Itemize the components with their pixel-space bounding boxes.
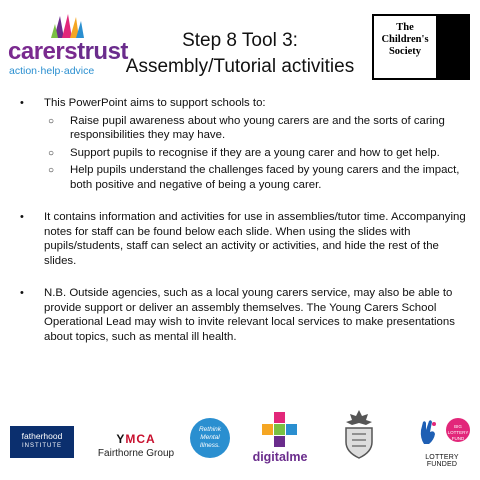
rethink-mental-illness-logo [190, 418, 230, 458]
rethink-line2: Mental [200, 434, 220, 441]
lottery-funded-logo [410, 416, 474, 468]
digitalme-logo [250, 412, 310, 464]
fatherhood-line1: fatherhood [21, 431, 63, 441]
childrens-society-logo [372, 14, 470, 80]
badge-line2: LOTTERY [447, 430, 469, 435]
slide-title [120, 28, 360, 80]
crest-icon [338, 408, 380, 460]
rethink-line3: Illness. [199, 442, 221, 449]
carers-trust-mark-icon [50, 12, 86, 40]
digitalme-tiles-icon [260, 412, 300, 448]
bullet-item [14, 210, 470, 268]
fatherhood-line2: INSTITUTE [22, 443, 62, 449]
wordmark-part1: carers [8, 38, 78, 65]
title-line1: Step 8 Tool 3: [182, 30, 298, 51]
bullet-text: N.B. Outside agencies, such as a local young carers service, may also be able to provide support or deliver an assembly themselves. The Young Carers School Operational Lead may wish to invite relevant local services to make presentations about topics, such as mental ill health. [44, 287, 455, 343]
cs-line3: Society [388, 46, 422, 57]
wordmark-part2: trust [77, 38, 128, 65]
big-lottery-fund-badge [446, 418, 470, 442]
bullet-dot-icon: • [20, 287, 24, 299]
carers-trust-wordmark [8, 38, 128, 66]
rethink-line1: Rethink [198, 426, 222, 433]
sub-bullet-circle-icon: ○ [48, 147, 55, 159]
bullet-dot-icon: • [20, 211, 24, 223]
lottery-funded-label: LOTTERY FUNDED [425, 454, 459, 468]
ymca-wordmark: YMCA [116, 432, 156, 446]
carers-trust-logo [8, 12, 128, 82]
sub-bullet-circle-icon: ○ [48, 115, 55, 127]
bullet-text: This PowerPoint aims to support schools to: [44, 97, 266, 109]
digitalme-wordmark: digitalme [252, 450, 308, 464]
badge-line1: BIG [454, 424, 462, 429]
sub-bullet-text: Raise pupil awareness about who young carers are and the sorts of caring responsibilities they may have. [70, 114, 445, 141]
ymca-logo [90, 432, 182, 459]
ymca-group: Fairthorne Group [97, 448, 175, 459]
sub-bullet-item [14, 146, 470, 161]
title-line2: Assembly/Tutorial activities [125, 56, 355, 77]
fatherhood-institute-logo [10, 426, 74, 458]
carers-trust-tagline: action·help·advice [9, 65, 95, 77]
bullet-item [14, 96, 470, 111]
sub-bullet-circle-icon: ○ [48, 165, 55, 176]
badge-line3: FUND [451, 436, 465, 441]
bullet-text: It contains information and activities for use in assemblies/tutor time. Accompanying notes for staff can be found below each slide. When using the slides with pupils/students, staff can select an activity or activities, and hide the rest of the slides. [44, 211, 466, 267]
sub-bullet-text: Support pupils to recognise if they are a young carer and how to get help. [70, 146, 440, 159]
bullet-item [14, 286, 470, 344]
sub-bullet-text: Help pupils understand the challenges faced by young carers and the impact, both positive and negative of being a young carer. [70, 164, 460, 191]
slide-body [14, 96, 470, 344]
partner-logos [0, 404, 480, 472]
sub-bullet-item [14, 163, 470, 192]
cs-line2: Children's [381, 34, 429, 45]
cs-line1: The [396, 22, 414, 33]
sub-bullet-item [14, 114, 470, 143]
childrens-society-wordmark [376, 22, 434, 58]
bullet-dot-icon: • [20, 97, 24, 109]
lottery-crossed-fingers-icon [414, 418, 440, 446]
